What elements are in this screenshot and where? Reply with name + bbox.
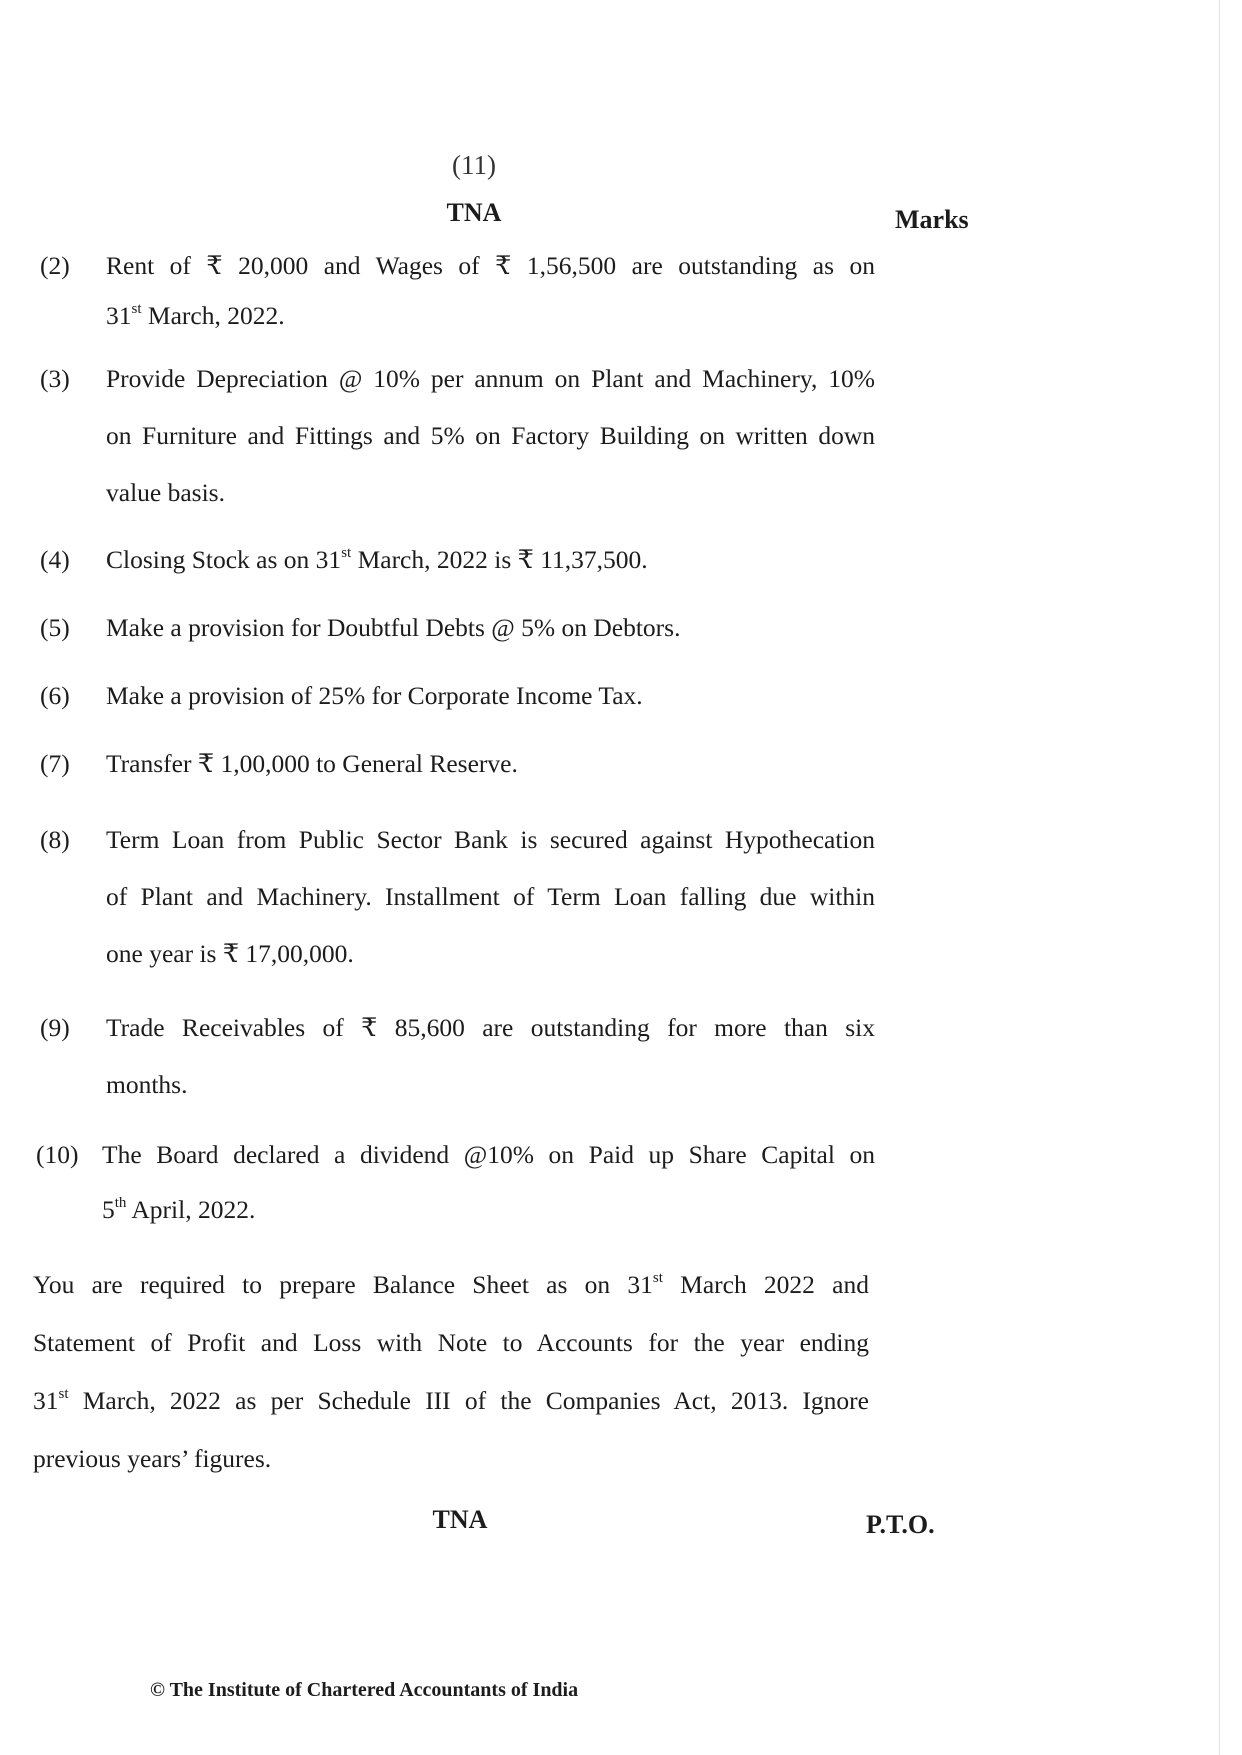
item-number: (2): [40, 251, 70, 280]
tna-footer: TNA: [432, 1505, 488, 1534]
list-item: [40, 350, 875, 521]
item-text-line: on Furniture and Fittings and 5% on Factory Building on written down: [106, 421, 875, 450]
list-item: [40, 811, 875, 982]
instruction-paragraph: [33, 1256, 869, 1488]
item-text-line: Provide Depreciation @ 10% per annum on Plant and Machinery, 10%: [106, 364, 875, 393]
item-text-line: Term Loan from Public Sector Bank is secured against Hypothecation: [106, 825, 875, 854]
item-number: (9): [40, 1013, 70, 1042]
item-text-line: The Board declared a dividend @10% on Paid up Share Capital on: [102, 1140, 875, 1169]
item-number: (3): [40, 364, 70, 393]
item-number: (6): [40, 681, 70, 710]
list-item: [40, 241, 875, 341]
instruction-line: 31st March, 2022 as per Schedule III of the Companies Act, 2013. Ignore: [33, 1385, 869, 1415]
pto-label: P.T.O.: [866, 1510, 935, 1539]
list-item: [40, 540, 875, 580]
tna-header: TNA: [446, 198, 502, 227]
copyright-notice: © The Institute of Chartered Accountants of India: [150, 1679, 579, 1701]
item-number: (4): [40, 545, 70, 574]
item-number: (10): [36, 1140, 79, 1169]
list-item: [40, 608, 875, 648]
page-number: (11): [452, 150, 496, 180]
item-text-line: value basis.: [106, 478, 225, 507]
item-text-line: one year is ₹ 17,00,000.: [106, 939, 354, 968]
item-number: (8): [40, 825, 70, 854]
item-text-line: 5th April, 2022.: [102, 1194, 256, 1224]
instruction-line: You are required to prepare Balance Sheet as on 31st March 2022 and: [33, 1269, 869, 1299]
list-item: [40, 676, 875, 716]
item-number: (7): [40, 749, 70, 778]
list-item: [36, 1127, 875, 1237]
item-text-line: 31st March, 2022.: [106, 300, 285, 330]
marks-column-header: Marks: [895, 205, 969, 234]
item-number: (5): [40, 613, 70, 642]
item-text-line: months.: [106, 1070, 188, 1099]
item-text-line: Make a provision for Doubtful Debts @ 5% on Debtors.: [106, 613, 681, 642]
item-text-line: Rent of ₹ 20,000 and Wages of ₹ 1,56,500 are outstanding as on: [106, 251, 875, 280]
list-item: [40, 744, 875, 784]
item-text-line: Closing Stock as on 31st March, 2022 is ₹ 11,37,500.: [106, 544, 648, 574]
item-text-line: Transfer ₹ 1,00,000 to General Reserve.: [106, 749, 518, 778]
instruction-line: previous years’ figures.: [33, 1444, 272, 1473]
item-text-line: Trade Receivables of ₹ 85,600 are outstanding for more than six: [106, 1013, 875, 1042]
item-text-line: of Plant and Machinery. Installment of Term Loan falling due within: [106, 882, 875, 911]
instruction-line: Statement of Profit and Loss with Note to Accounts for the year ending: [33, 1328, 869, 1357]
item-text-line: Make a provision of 25% for Corporate Income Tax.: [106, 681, 643, 710]
page-edge-line: [1219, 0, 1220, 1755]
list-item: [40, 999, 875, 1113]
